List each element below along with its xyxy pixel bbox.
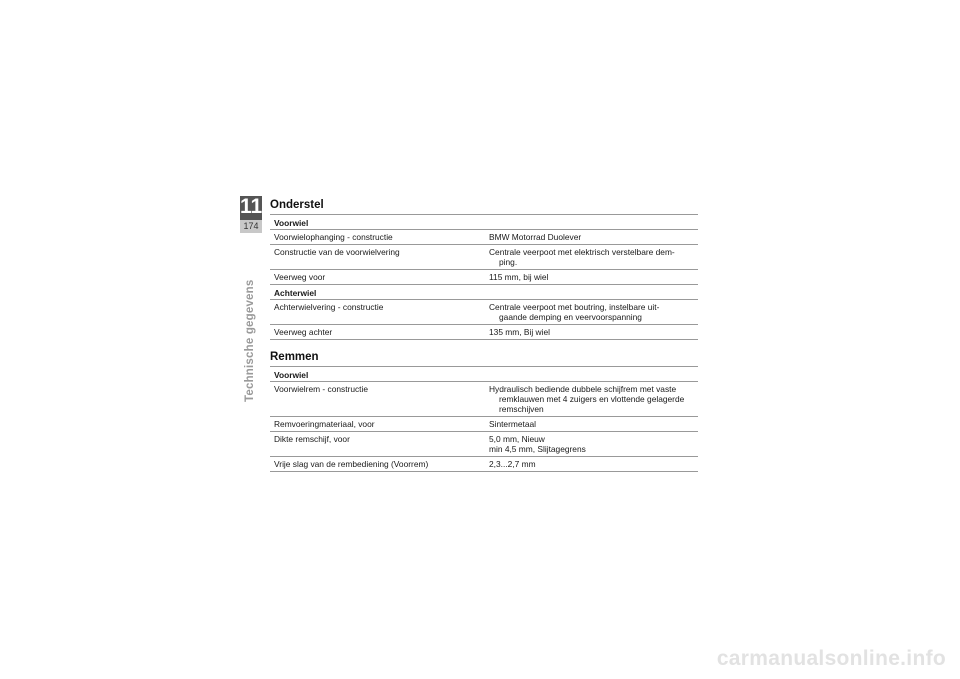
group-header: Achterwiel xyxy=(270,284,698,299)
section-title: Onderstel xyxy=(270,199,324,211)
table-row xyxy=(270,269,698,284)
section-title: Remmen xyxy=(270,351,319,363)
row-label: Constructie van de voorwielvering xyxy=(274,247,400,257)
row-label: Voorwielophanging - constructie xyxy=(274,232,393,242)
row-label: Dikte remschijf, voor xyxy=(274,434,350,444)
row-value: BMW Motorrad Duolever xyxy=(489,232,582,242)
row-value: 2,3...2,7 mm xyxy=(489,459,536,469)
row-value: 115 mm, bij wiel xyxy=(489,272,549,282)
section-remmen xyxy=(270,350,698,472)
table-end-rule xyxy=(270,471,698,472)
chapter-side-title: Technische gegevens xyxy=(244,279,256,402)
chapter-tab xyxy=(240,196,262,233)
row-value: 135 mm, Bij wiel xyxy=(489,327,550,337)
table-row xyxy=(270,244,698,269)
row-label: Voorwielrem - constructie xyxy=(274,384,369,394)
table-row xyxy=(270,381,698,416)
row-label: Remvoeringmateriaal, voor xyxy=(274,419,375,429)
row-value: Centrale veerpoot met elektrisch verstelbare dem- ping. xyxy=(489,247,675,267)
row-value: Centrale veerpoot met boutring, instelbare uit- gaande demping en veervoorspanning xyxy=(489,302,660,322)
table-end-rule xyxy=(270,339,698,340)
group-header: Voorwiel xyxy=(270,214,698,229)
table-row xyxy=(270,299,698,324)
page-number: 174 xyxy=(240,220,262,233)
row-label: Veerweg voor xyxy=(274,272,326,282)
table-row xyxy=(270,324,698,339)
row-label: Vrije slag van de rembediening (Voorrem) xyxy=(274,459,429,469)
watermark: carmanualsonline.info xyxy=(716,647,946,670)
group-header: Voorwiel xyxy=(270,366,698,381)
row-value: Hydraulisch bediende dubbele schijfrem met vaste remklauwen met 4 zuigers en vlottende gelagerde remschijven xyxy=(489,384,685,414)
table-row xyxy=(270,416,698,431)
row-label: Veerweg achter xyxy=(274,327,333,337)
chapter-number: 11 xyxy=(240,195,263,218)
row-label: Achterwielvering - constructie xyxy=(274,302,384,312)
table-row xyxy=(270,229,698,244)
section-onderstel xyxy=(270,198,698,340)
row-value: 5,0 mm, Nieuw min 4,5 mm, Slijtagegrens xyxy=(489,434,586,454)
table-row xyxy=(270,431,698,456)
table-row xyxy=(270,456,698,471)
row-value: Sintermetaal xyxy=(489,419,537,429)
